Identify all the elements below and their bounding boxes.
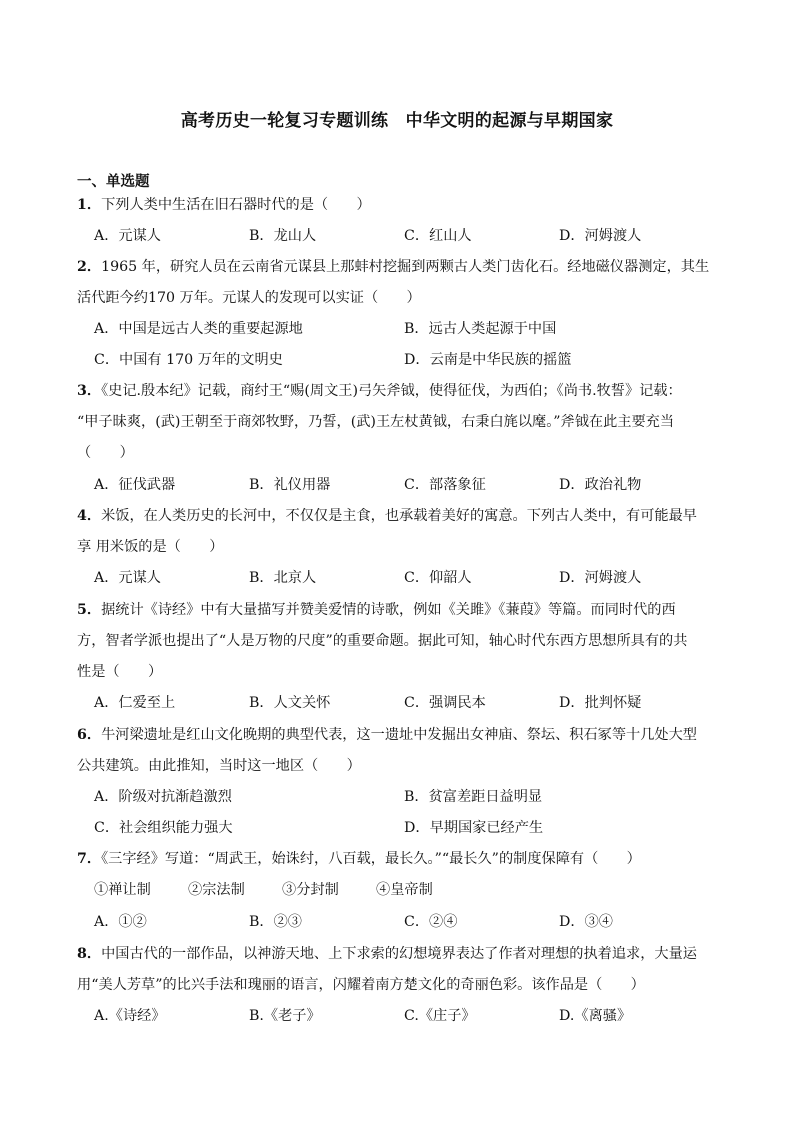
statement-item: ①禅让制 — [94, 882, 151, 898]
option-b[interactable]: B.《老子》 — [249, 1008, 321, 1024]
question-number: 7． — [77, 851, 102, 867]
option-d[interactable]: D．云南是中华民族的摇篮 — [404, 352, 572, 368]
option-a[interactable]: A.《诗经》 — [94, 1008, 166, 1024]
option-d[interactable]: D．政治礼物 — [559, 477, 642, 493]
question-number: 6． — [77, 727, 102, 743]
section-heading: 一、单选题 — [77, 174, 150, 190]
question-text: 《三字经》写道：“周武王，始诛纣，八百载，最长久。”“最长久”的制度保障有（ ） — [101, 851, 641, 867]
option-b[interactable]: B．礼仪用器 — [249, 477, 331, 493]
question-number: 8． — [77, 946, 102, 962]
option-d[interactable]: D．批判怀疑 — [559, 695, 642, 711]
option-b[interactable]: B．远古人类起源于中国 — [404, 321, 557, 337]
question-text: 米饭，在人类历史的长河中，不仅仅是主食，也承载着美好的寓意。下列古人类中，有可能最早 — [101, 508, 697, 524]
question-text: 享 用米饭的是（ ） — [77, 539, 224, 555]
question-number: 2． — [77, 259, 102, 275]
option-c[interactable]: C．中国有 170 万年的文明史 — [94, 352, 283, 368]
question-5-options — [94, 688, 734, 719]
question-text: 牛河梁遗址是红山文化晚期的典型代表，这一遗址中发掘出女神庙、祭坛、积石冢等十几处大型 — [101, 727, 697, 743]
question-text: 下列人类中生活在旧石器时代的是（ ） — [101, 197, 371, 213]
option-b[interactable]: B．贫富差距日益明显 — [404, 789, 543, 805]
option-a[interactable]: A．仁爱至上 — [94, 695, 176, 711]
question-5 — [77, 595, 722, 688]
question-text: 活代距今约170 万年。元谋人的发现可以实证（ ） — [77, 290, 421, 306]
question-text: 性是（ ） — [77, 664, 163, 680]
question-text: “甲子昧爽，(武)王朝至于商郊牧野，乃誓，(武)王左杖黄钺，右秉白旄以麾。”斧钺在此主要充当 — [77, 414, 675, 430]
question-text: 方，智者学派也提出了“人是万物的尺度”的重要命题。据此可知，轴心时代东西方思想所具有的共 — [77, 633, 688, 649]
option-d[interactable]: D．早期国家已经产生 — [404, 820, 544, 836]
option-a[interactable]: A．阶级对抗渐趋激烈 — [94, 789, 232, 805]
option-a[interactable]: A．元谋人 — [94, 228, 161, 244]
question-7-options — [94, 907, 734, 938]
option-b[interactable]: B．龙山人 — [249, 228, 317, 244]
question-text: 中国古代的一部作品，以神游天地、上下求索的幻想境界表达了作者对理想的执着追求，大量运 — [101, 946, 697, 962]
question-text: 用“美人芳草”的比兴手法和瑰丽的语言，闪耀着南方楚文化的奇丽色彩。该作品是（ ） — [77, 977, 645, 993]
option-b[interactable]: B．北京人 — [249, 570, 317, 586]
option-c[interactable]: C．②④ — [404, 914, 458, 930]
question-2-options-row2 — [94, 345, 734, 376]
option-a[interactable]: A．中国是远古人类的重要起源地 — [94, 321, 303, 337]
question-number: 4． — [77, 508, 102, 524]
statement-item: ③分封制 — [282, 882, 339, 898]
question-6-options-row1 — [94, 782, 734, 813]
question-6-options-row2 — [94, 813, 734, 844]
question-1 — [77, 190, 722, 221]
question-4 — [77, 501, 722, 563]
question-text: （ ） — [77, 445, 134, 461]
option-c[interactable]: C．红山人 — [404, 228, 472, 244]
question-7-items — [94, 875, 734, 906]
option-d[interactable]: D.《离骚》 — [559, 1008, 632, 1024]
option-c[interactable]: C．部落象征 — [404, 477, 486, 493]
option-c[interactable]: C．仰韶人 — [404, 570, 472, 586]
option-c[interactable]: C．强调民本 — [404, 695, 486, 711]
option-d[interactable]: D．河姆渡人 — [559, 228, 642, 244]
option-a[interactable]: A．征伐武器 — [94, 477, 176, 493]
question-7 — [77, 844, 722, 875]
question-number: 5． — [77, 602, 102, 618]
question-text: 据统计《诗经》中有大量描写并赞美爱情的诗歌，例如《关雎》《蒹葭》等篇。而同时代的西 — [101, 602, 676, 618]
question-8-options — [94, 1001, 734, 1032]
option-b[interactable]: B．人文关怀 — [249, 695, 331, 711]
question-number: 3． — [77, 383, 102, 399]
statement-item: ④皇帝制 — [376, 882, 433, 898]
question-3 — [77, 376, 722, 469]
question-2-options-row1 — [94, 314, 734, 345]
option-d[interactable]: D．河姆渡人 — [559, 570, 642, 586]
question-4-options — [94, 563, 734, 594]
question-1-options — [94, 221, 734, 252]
question-3-options — [94, 470, 734, 501]
option-c[interactable]: C．社会组织能力强大 — [94, 820, 233, 836]
question-2 — [77, 252, 722, 314]
question-6 — [77, 720, 722, 782]
question-text: 1965 年，研究人员在云南省元谋县上那蚌村挖掘到两颗古人类门齿化石。经地磁仪器测定，其生 — [101, 259, 710, 275]
question-text: 公共建筑。由此推知，当时这一地区（ ） — [77, 758, 361, 774]
question-number: 1． — [77, 197, 102, 213]
option-a[interactable]: A．元谋人 — [94, 570, 161, 586]
option-c[interactable]: C.《庄子》 — [404, 1008, 476, 1024]
page-title: 高考历史一轮复习专题训练 中华文明的起源与早期国家 — [180, 111, 614, 131]
option-b[interactable]: B．②③ — [249, 914, 302, 930]
statement-item: ②宗法制 — [188, 882, 245, 898]
question-8 — [77, 939, 722, 1001]
option-d[interactable]: D．③④ — [559, 914, 613, 930]
question-text: 《史记.殷本纪》记载，商纣王“赐(周文王)弓矢斧钺，使得征伐，为西伯；《尚书.牧誓》记载： — [101, 383, 682, 399]
option-a[interactable]: A．①② — [94, 914, 147, 930]
